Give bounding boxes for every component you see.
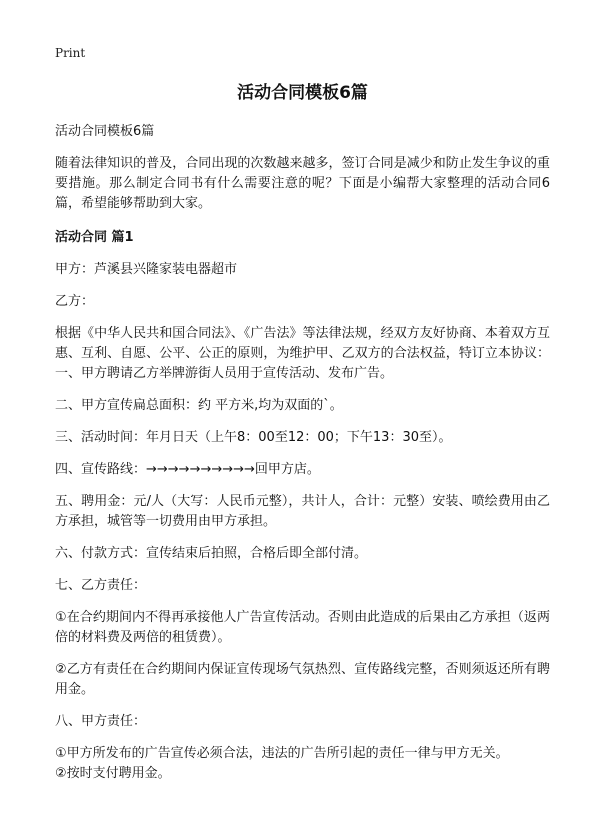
intro-paragraph: 随着法律知识的普及，合同出现的次数越来越多，签订合同是减少和防止发生争议的重要措施。那么制定合同书有什么需要注意的呢？下面是小编帮大家整理的活动合同6篇，希望能够帮助到大家。	[55, 156, 550, 211]
document-title: 活动合同模板6篇	[237, 83, 368, 103]
party-b-line: 乙方：	[55, 294, 95, 309]
party-a-line: 甲方：芦溪县兴隆家装电器超市	[55, 262, 238, 277]
document-subtitle: 活动合同模板6篇	[55, 124, 155, 139]
clause-7-item-2: ②乙方有责任在合约期间内保证宣传现场气氛热烈、宣传路线完整，否则须返还所有聘用金。	[55, 662, 550, 697]
clause-2: 二、甲方宣传扁总面积：约 平方米,均为双面的`。	[55, 398, 343, 413]
section-heading: 活动合同 篇1	[55, 230, 134, 245]
clause-1: 根据《中华人民共和国合同法》、《广告法》等法律法规，经双方友好协商、本着双方互惠、互利、自愿、公平、公正的原则，为维护甲、乙双方的合法权益，特订立本协议：一、甲方聘请乙方举牌游街人员用于宣传活动、发布广告。	[55, 326, 550, 381]
clause-7-item-1: ①在合约期间内不得再承接他人广告宣传活动。否则由此造成的后果由乙方承担（返两倍的材料费及两倍的租赁费）。	[55, 610, 550, 645]
print-label: Print	[55, 46, 86, 60]
clause-4: 四、宣传路线：→→→→→→→→→→回甲方店。	[55, 462, 320, 477]
clause-8-heading: 八、甲方责任：	[55, 714, 147, 729]
clause-3: 三、活动时间：年月日天（上午8：00至12：00；下午13：30至）。	[55, 430, 452, 445]
clause-8-item-2: ②按时支付聘用金。	[55, 766, 171, 781]
clause-6: 六、付款方式：宣传结束后拍照，合格后即全部付清。	[55, 546, 368, 561]
clause-8-item-1: ①甲方所发布的广告宣传必须合法，违法的广告所引起的责任一律与甲方无关。	[55, 746, 509, 761]
clause-7-heading: 七、乙方责任：	[55, 578, 147, 593]
clause-5: 五、聘用金：元/人（大写：人民币元整），共计人，合计：元整）安装、喷绘费用由乙方承担，城管等一切费用由甲方承担。	[55, 494, 550, 529]
